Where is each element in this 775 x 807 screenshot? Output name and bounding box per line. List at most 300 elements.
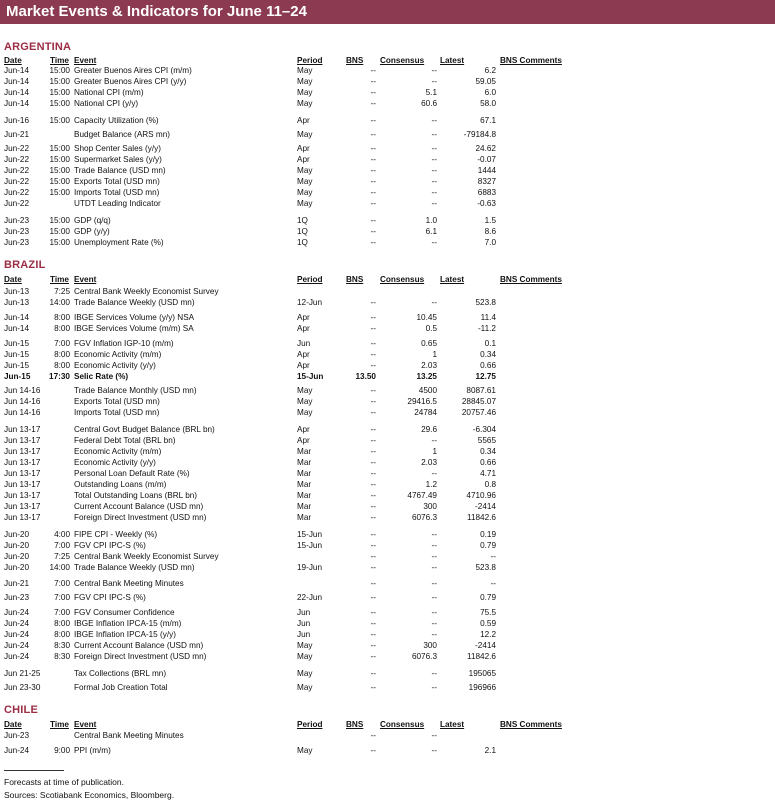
cell-bns: -- bbox=[370, 552, 376, 561]
cell-bns: -- bbox=[370, 652, 376, 661]
cell-latest: 0.59 bbox=[480, 619, 496, 628]
cell-latest: 8327 bbox=[477, 177, 496, 186]
cell-time: 7:25 bbox=[54, 552, 70, 561]
cell-period: 15-Jun bbox=[297, 530, 323, 539]
header-bns: BNS bbox=[346, 720, 364, 729]
cell-date: Jun-21 bbox=[4, 579, 30, 588]
table-row bbox=[0, 237, 775, 248]
cell-latest: 12.2 bbox=[480, 630, 496, 639]
header-latest: Latest bbox=[440, 275, 465, 284]
cell-latest: 0.66 bbox=[480, 458, 496, 467]
table-row bbox=[0, 286, 775, 297]
cell-date: Jun 13-17 bbox=[4, 502, 41, 511]
cell-consensus: 5.1 bbox=[425, 88, 437, 97]
cell-date: Jun 13-17 bbox=[4, 458, 41, 467]
cell-time: 8:00 bbox=[54, 361, 70, 370]
table-row bbox=[0, 562, 775, 573]
cell-consensus: 1.0 bbox=[425, 216, 437, 225]
header-event: Event bbox=[74, 275, 97, 284]
cell-event: Exports Total (USD mn) bbox=[74, 397, 160, 406]
cell-date: Jun-23 bbox=[4, 227, 30, 236]
cell-event: Exports Total (USD mn) bbox=[74, 177, 160, 186]
cell-consensus: 29.6 bbox=[421, 425, 437, 434]
cell-bns: -- bbox=[370, 116, 376, 125]
cell-consensus: -- bbox=[431, 188, 437, 197]
cell-date: Jun-14 bbox=[4, 99, 30, 108]
cell-latest: 11842.6 bbox=[467, 513, 496, 522]
cell-period: Mar bbox=[297, 458, 312, 467]
cell-date: Jun-14 bbox=[4, 313, 30, 322]
cell-bns: -- bbox=[370, 66, 376, 75]
cell-bns: -- bbox=[370, 313, 376, 322]
cell-date: Jun-22 bbox=[4, 155, 30, 164]
cell-latest: -0.07 bbox=[477, 155, 496, 164]
cell-bns: -- bbox=[370, 144, 376, 153]
cell-period: 1Q bbox=[297, 227, 308, 236]
cell-event: FGV CPI IPC-S (%) bbox=[74, 593, 146, 602]
table-row bbox=[0, 479, 775, 490]
cell-latest: 58.0 bbox=[480, 99, 496, 108]
cell-time: 7:00 bbox=[54, 593, 70, 602]
cell-time: 17:30 bbox=[49, 372, 70, 381]
cell-event: Current Account Balance (USD mn) bbox=[74, 641, 204, 650]
cell-event: Greater Buenos Aires CPI (y/y) bbox=[74, 77, 187, 86]
cell-date: Jun 13-17 bbox=[4, 436, 41, 445]
cell-latest: 0.66 bbox=[480, 361, 496, 370]
table-row bbox=[0, 457, 775, 468]
cell-consensus: -- bbox=[431, 530, 437, 539]
cell-period: 1Q bbox=[297, 238, 308, 247]
table-row bbox=[0, 651, 775, 662]
cell-bns: -- bbox=[370, 458, 376, 467]
cell-date: Jun-23 bbox=[4, 216, 30, 225]
cell-bns: 13.50 bbox=[355, 372, 376, 381]
cell-time: 7:00 bbox=[54, 541, 70, 550]
cell-period: Jun bbox=[297, 619, 311, 628]
cell-period: May bbox=[297, 99, 313, 108]
cell-time: 15:00 bbox=[49, 77, 70, 86]
cell-date: Jun-24 bbox=[4, 630, 30, 639]
cell-time: 15:00 bbox=[49, 238, 70, 247]
cell-bns: -- bbox=[370, 502, 376, 511]
cell-consensus: -- bbox=[431, 563, 437, 572]
cell-event: Central Bank Weekly Economist Survey bbox=[74, 287, 219, 296]
cell-event: Outstanding Loans (m/m) bbox=[74, 480, 167, 489]
cell-period: May bbox=[297, 408, 313, 417]
cell-latest: -11.2 bbox=[477, 324, 496, 333]
cell-bns: -- bbox=[370, 361, 376, 370]
cell-date: Jun-20 bbox=[4, 563, 30, 572]
cell-consensus: -- bbox=[431, 669, 437, 678]
cell-date: Jun-15 bbox=[4, 339, 30, 348]
section-title-argentina: ARGENTINA bbox=[4, 41, 72, 53]
cell-consensus: -- bbox=[431, 155, 437, 164]
cell-period: Mar bbox=[297, 502, 312, 511]
cell-latest: 59.05 bbox=[475, 77, 496, 86]
header-bns: BNS bbox=[346, 56, 364, 65]
cell-event: IBGE Services Volume (y/y) NSA bbox=[74, 313, 195, 322]
cell-date: Jun-22 bbox=[4, 188, 30, 197]
cell-consensus: -- bbox=[431, 683, 437, 692]
cell-consensus: -- bbox=[431, 238, 437, 247]
cell-period: May bbox=[297, 669, 313, 678]
table-row bbox=[0, 629, 775, 640]
cell-time: 15:00 bbox=[49, 166, 70, 175]
cell-period: Mar bbox=[297, 513, 312, 522]
header-consensus: Consensus bbox=[380, 56, 425, 65]
cell-date: Jun-20 bbox=[4, 552, 30, 561]
table-row bbox=[0, 592, 775, 603]
cell-event: Budget Balance (ARS mn) bbox=[74, 130, 171, 139]
cell-period: Apr bbox=[297, 350, 310, 359]
cell-latest: 0.79 bbox=[480, 593, 496, 602]
cell-event: IBGE Services Volume (m/m) SA bbox=[74, 324, 194, 333]
table-row bbox=[0, 578, 775, 589]
cell-event: Foreign Direct Investment (USD mn) bbox=[74, 513, 207, 522]
cell-date: Jun 14-16 bbox=[4, 397, 41, 406]
column-header-row bbox=[0, 274, 775, 285]
cell-latest: 4.71 bbox=[480, 469, 496, 478]
cell-date: Jun-24 bbox=[4, 608, 30, 617]
cell-time: 8:00 bbox=[54, 313, 70, 322]
table-row bbox=[0, 640, 775, 651]
cell-latest: 67.1 bbox=[480, 116, 496, 125]
cell-consensus: -- bbox=[431, 199, 437, 208]
cell-latest: 11842.6 bbox=[467, 652, 496, 661]
cell-event: Imports Total (USD mn) bbox=[74, 188, 160, 197]
cell-latest: 523.8 bbox=[475, 298, 496, 307]
cell-latest: 24.62 bbox=[475, 144, 496, 153]
table-row bbox=[0, 115, 775, 126]
cell-latest: 7.0 bbox=[484, 238, 496, 247]
cell-event: IBGE Inflation IPCA-15 (m/m) bbox=[74, 619, 182, 628]
cell-consensus: -- bbox=[431, 731, 437, 740]
cell-period: Mar bbox=[297, 491, 312, 500]
cell-date: Jun-23 bbox=[4, 731, 30, 740]
cell-event: Formal Job Creation Total bbox=[74, 683, 168, 692]
cell-event: Foreign Direct Investment (USD mn) bbox=[74, 652, 207, 661]
cell-bns: -- bbox=[370, 447, 376, 456]
cell-consensus: -- bbox=[431, 593, 437, 602]
cell-bns: -- bbox=[370, 480, 376, 489]
cell-consensus: 300 bbox=[423, 502, 437, 511]
table-row bbox=[0, 198, 775, 209]
cell-event: Unemployment Rate (%) bbox=[74, 238, 164, 247]
cell-bns: -- bbox=[370, 386, 376, 395]
cell-consensus: -- bbox=[431, 66, 437, 75]
cell-latest: 0.34 bbox=[480, 350, 496, 359]
table-row bbox=[0, 512, 775, 523]
table-row bbox=[0, 396, 775, 407]
cell-bns: -- bbox=[370, 683, 376, 692]
cell-consensus: -- bbox=[431, 77, 437, 86]
cell-bns: -- bbox=[370, 188, 376, 197]
cell-latest: -0.63 bbox=[477, 199, 496, 208]
cell-date: Jun-24 bbox=[4, 746, 30, 755]
cell-latest: -- bbox=[490, 579, 496, 588]
cell-event: GDP (y/y) bbox=[74, 227, 110, 236]
header-time: Time bbox=[50, 275, 69, 284]
cell-date: Jun 13-17 bbox=[4, 513, 41, 522]
cell-latest: 28845.07 bbox=[461, 397, 496, 406]
cell-bns: -- bbox=[370, 397, 376, 406]
cell-latest: 12.75 bbox=[475, 372, 496, 381]
cell-date: Jun-14 bbox=[4, 66, 30, 75]
cell-event: Trade Balance Weekly (USD mn) bbox=[74, 563, 195, 572]
cell-time: 7:00 bbox=[54, 608, 70, 617]
cell-latest: 6883 bbox=[477, 188, 496, 197]
cell-event: FGV CPI IPC-S (%) bbox=[74, 541, 146, 550]
cell-period: Mar bbox=[297, 469, 312, 478]
cell-bns: -- bbox=[370, 541, 376, 550]
table-row bbox=[0, 407, 775, 418]
header-date: Date bbox=[4, 56, 22, 65]
cell-bns: -- bbox=[370, 324, 376, 333]
cell-consensus: 4767.49 bbox=[407, 491, 437, 500]
cell-time: 15:00 bbox=[49, 227, 70, 236]
cell-bns: -- bbox=[370, 563, 376, 572]
cell-bns: -- bbox=[370, 350, 376, 359]
cell-period: May bbox=[297, 386, 313, 395]
cell-date: Jun 13-17 bbox=[4, 480, 41, 489]
cell-latest: 75.5 bbox=[480, 608, 496, 617]
header-date: Date bbox=[4, 275, 22, 284]
cell-time: 15:00 bbox=[49, 216, 70, 225]
cell-time: 15:00 bbox=[49, 88, 70, 97]
cell-date: Jun 13-17 bbox=[4, 447, 41, 456]
cell-consensus: -- bbox=[431, 619, 437, 628]
cell-event: Total Outstanding Loans (BRL bn) bbox=[74, 491, 198, 500]
cell-latest: 8087.61 bbox=[466, 386, 496, 395]
cell-latest: 8.6 bbox=[484, 227, 496, 236]
table-row bbox=[0, 154, 775, 165]
cell-bns: -- bbox=[370, 641, 376, 650]
cell-time: 8:00 bbox=[54, 619, 70, 628]
cell-date: Jun 14-16 bbox=[4, 408, 41, 417]
cell-date: Jun-20 bbox=[4, 541, 30, 550]
table-row bbox=[0, 468, 775, 479]
cell-period: May bbox=[297, 199, 313, 208]
cell-consensus: -- bbox=[431, 579, 437, 588]
cell-event: FGV Inflation IGP-10 (m/m) bbox=[74, 339, 174, 348]
cell-time: 7:00 bbox=[54, 339, 70, 348]
table-row bbox=[0, 129, 775, 140]
cell-consensus: -- bbox=[431, 177, 437, 186]
cell-period: May bbox=[297, 66, 313, 75]
header-consensus: Consensus bbox=[380, 275, 425, 284]
cell-bns: -- bbox=[370, 669, 376, 678]
cell-latest: 11.4 bbox=[480, 313, 496, 322]
cell-bns: -- bbox=[370, 579, 376, 588]
table-row bbox=[0, 607, 775, 618]
cell-consensus: 0.65 bbox=[421, 339, 437, 348]
footnote-forecasts: Forecasts at time of publication. bbox=[4, 777, 125, 787]
cell-date: Jun-14 bbox=[4, 77, 30, 86]
cell-time: 8:30 bbox=[54, 641, 70, 650]
cell-period: Apr bbox=[297, 116, 310, 125]
table-row bbox=[0, 501, 775, 512]
header-time: Time bbox=[50, 720, 69, 729]
cell-event: Greater Buenos Aires CPI (m/m) bbox=[74, 66, 192, 75]
table-row bbox=[0, 745, 775, 756]
cell-event: Central Govt Budget Balance (BRL bn) bbox=[74, 425, 215, 434]
cell-event: Selic Rate (%) bbox=[74, 372, 129, 381]
cell-bns: -- bbox=[370, 155, 376, 164]
cell-period: Jun bbox=[297, 630, 311, 639]
cell-consensus: -- bbox=[431, 130, 437, 139]
cell-event: Capacity Utilization (%) bbox=[74, 116, 159, 125]
cell-consensus: 0.5 bbox=[425, 324, 437, 333]
cell-latest: 0.79 bbox=[480, 541, 496, 550]
cell-period: Apr bbox=[297, 425, 310, 434]
cell-consensus: 2.03 bbox=[421, 458, 437, 467]
cell-event: FGV Consumer Confidence bbox=[74, 608, 175, 617]
column-header-row bbox=[0, 719, 775, 730]
table-row bbox=[0, 312, 775, 323]
cell-period: May bbox=[297, 88, 313, 97]
table-row bbox=[0, 529, 775, 540]
cell-period: Apr bbox=[297, 313, 310, 322]
cell-event: UTDT Leading Indicator bbox=[74, 199, 161, 208]
cell-event: FIPE CPI - Weekly (%) bbox=[74, 530, 158, 539]
cell-consensus: -- bbox=[431, 746, 437, 755]
cell-time: 14:00 bbox=[49, 298, 70, 307]
cell-period: Apr bbox=[297, 144, 310, 153]
cell-period: 19-Jun bbox=[297, 563, 323, 572]
table-row bbox=[0, 385, 775, 396]
cell-time: 7:00 bbox=[54, 579, 70, 588]
cell-date: Jun-16 bbox=[4, 116, 30, 125]
cell-period: Mar bbox=[297, 447, 312, 456]
cell-consensus: -- bbox=[431, 608, 437, 617]
header-consensus: Consensus bbox=[380, 720, 425, 729]
cell-bns: -- bbox=[370, 77, 376, 86]
section-title-chile: CHILE bbox=[4, 704, 38, 716]
cell-time: 9:00 bbox=[54, 746, 70, 755]
cell-latest: -6.304 bbox=[472, 425, 496, 434]
cell-bns: -- bbox=[370, 619, 376, 628]
header-comments: BNS Comments bbox=[500, 56, 562, 65]
header-comments: BNS Comments bbox=[500, 275, 562, 284]
cell-time: 15:00 bbox=[49, 99, 70, 108]
cell-consensus: -- bbox=[431, 116, 437, 125]
cell-consensus: 10.45 bbox=[416, 313, 437, 322]
cell-latest: -- bbox=[490, 552, 496, 561]
cell-bns: -- bbox=[370, 166, 376, 175]
cell-event: National CPI (m/m) bbox=[74, 88, 144, 97]
cell-date: Jun-23 bbox=[4, 238, 30, 247]
table-row bbox=[0, 215, 775, 226]
cell-bns: -- bbox=[370, 238, 376, 247]
header-latest: Latest bbox=[440, 720, 465, 729]
cell-latest: 1444 bbox=[477, 166, 496, 175]
cell-latest: -79184.8 bbox=[463, 130, 496, 139]
cell-latest: -2414 bbox=[475, 641, 496, 650]
cell-event: Trade Balance Weekly (USD mn) bbox=[74, 298, 195, 307]
cell-consensus: 60.6 bbox=[421, 99, 437, 108]
table-row bbox=[0, 176, 775, 187]
cell-time: 7:25 bbox=[54, 287, 70, 296]
cell-consensus: -- bbox=[431, 436, 437, 445]
cell-event: Personal Loan Default Rate (%) bbox=[74, 469, 190, 478]
table-row bbox=[0, 360, 775, 371]
cell-period: May bbox=[297, 166, 313, 175]
cell-date: Jun 21-25 bbox=[4, 669, 41, 678]
cell-consensus: -- bbox=[431, 541, 437, 550]
cell-event: GDP (q/q) bbox=[74, 216, 111, 225]
cell-period: Mar bbox=[297, 480, 312, 489]
cell-bns: -- bbox=[370, 593, 376, 602]
cell-time: 14:00 bbox=[49, 563, 70, 572]
table-row bbox=[0, 730, 775, 741]
cell-consensus: -- bbox=[431, 552, 437, 561]
table-row bbox=[0, 323, 775, 334]
header-period: Period bbox=[297, 56, 323, 65]
cell-period: May bbox=[297, 130, 313, 139]
cell-period: May bbox=[297, 746, 313, 755]
cell-time: 15:00 bbox=[49, 66, 70, 75]
title-banner bbox=[0, 0, 775, 24]
cell-date: Jun-24 bbox=[4, 641, 30, 650]
cell-time: 8:30 bbox=[54, 652, 70, 661]
cell-time: 8:00 bbox=[54, 630, 70, 639]
cell-event: Central Bank Meeting Minutes bbox=[74, 579, 184, 588]
cell-date: Jun-22 bbox=[4, 144, 30, 153]
cell-period: Jun bbox=[297, 608, 311, 617]
cell-period: May bbox=[297, 683, 313, 692]
cell-bns: -- bbox=[370, 608, 376, 617]
cell-latest: 196966 bbox=[468, 683, 496, 692]
cell-period: Apr bbox=[297, 324, 310, 333]
section-title-brazil: BRAZIL bbox=[4, 259, 46, 271]
table-row bbox=[0, 76, 775, 87]
table-row bbox=[0, 668, 775, 679]
cell-event: Federal Debt Total (BRL bn) bbox=[74, 436, 176, 445]
cell-bns: -- bbox=[370, 130, 376, 139]
cell-date: Jun 23-30 bbox=[4, 683, 41, 692]
cell-time: 8:00 bbox=[54, 324, 70, 333]
cell-period: May bbox=[297, 397, 313, 406]
cell-consensus: 6.1 bbox=[425, 227, 437, 236]
cell-consensus: 13.25 bbox=[416, 372, 437, 381]
cell-latest: 523.8 bbox=[475, 563, 496, 572]
cell-consensus: -- bbox=[431, 144, 437, 153]
cell-event: Current Account Balance (USD mn) bbox=[74, 502, 204, 511]
cell-bns: -- bbox=[370, 746, 376, 755]
cell-event: Trade Balance (USD mn) bbox=[74, 166, 166, 175]
cell-event: IBGE Inflation IPCA-15 (y/y) bbox=[74, 630, 176, 639]
cell-date: Jun-13 bbox=[4, 287, 30, 296]
cell-event: Shop Center Sales (y/y) bbox=[74, 144, 161, 153]
cell-date: Jun-22 bbox=[4, 199, 30, 208]
cell-bns: -- bbox=[370, 469, 376, 478]
cell-bns: -- bbox=[370, 491, 376, 500]
cell-consensus: -- bbox=[431, 469, 437, 478]
cell-date: Jun 13-17 bbox=[4, 425, 41, 434]
cell-bns: -- bbox=[370, 425, 376, 434]
cell-latest: 0.8 bbox=[484, 480, 496, 489]
table-row bbox=[0, 551, 775, 562]
cell-event: Trade Balance Monthly (USD mn) bbox=[74, 386, 197, 395]
table-row bbox=[0, 98, 775, 109]
cell-consensus: 1 bbox=[432, 350, 437, 359]
cell-latest: 5565 bbox=[477, 436, 496, 445]
cell-date: Jun-22 bbox=[4, 166, 30, 175]
cell-time: 4:00 bbox=[54, 530, 70, 539]
cell-event: Supermarket Sales (y/y) bbox=[74, 155, 162, 164]
cell-date: Jun 13-17 bbox=[4, 491, 41, 500]
table-row bbox=[0, 65, 775, 76]
